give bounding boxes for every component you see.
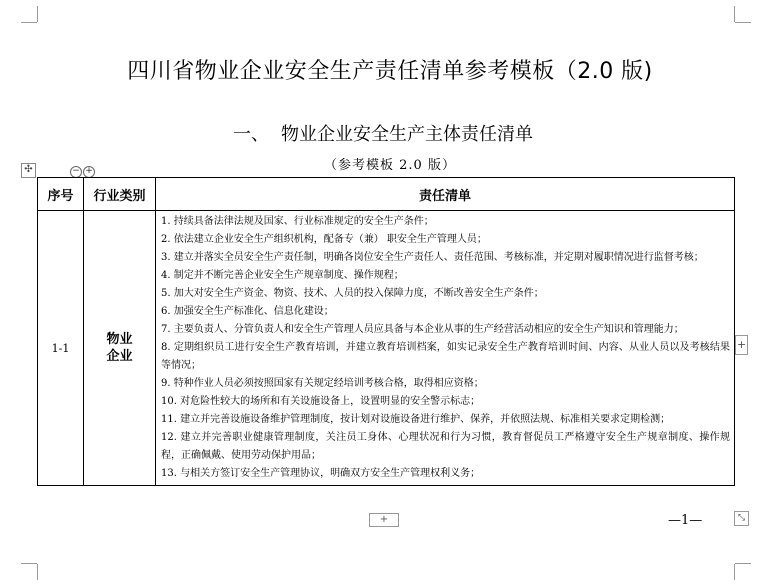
crop-mark-top-right-v (734, 6, 735, 22)
table-row (38, 211, 735, 486)
duty-item: 2. 依法建立企业安全生产组织机构，配备专（兼） 职安全生产管理人员； (161, 234, 487, 245)
crop-mark-bottom-right-v (734, 564, 735, 580)
document-subtitle: （参考模板 2.0 版） (324, 158, 456, 173)
table-move-handle-icon[interactable]: ✣ (21, 163, 36, 178)
duty-item: 5. 加大对安全生产资金、物资、技术、人员的投入保障力度，不断改善安全生产条件； (161, 288, 544, 299)
table-header-row (38, 178, 735, 211)
duty-item: 4. 制定并不断完善企业安全生产规章制度、操作规程； (161, 270, 404, 281)
duty-item: 12. 建立并完善职业健康管理制度，关注员工身体、心理状况和行为习惯，教育督促员工严格遵守安全生产规章制度、操作规程，正确佩戴、使用劳动保护用品； (161, 432, 730, 461)
row-industry (84, 211, 156, 486)
section-heading (233, 120, 533, 146)
page-number: —1— (668, 513, 703, 528)
duty-item: 7. 主要负责人、分管负责人和安全生产管理人员应具备与本企业从事的生产经营活动相应的安全生产知识和管理能力； (161, 324, 684, 335)
table-add-row-icon[interactable]: + (369, 513, 399, 527)
duty-item: 8. 定期组织员工进行安全生产教育培训，并建立教育培训档案，如实记录安全生产教育培训时间、内容、从业人员以及考核结果等情况； (161, 342, 730, 371)
column-remove-icon[interactable]: − (70, 166, 82, 178)
duty-item: 11. 建立并完善设施设备维护管理制度，按计划对设施设备进行维护、保养，并依照法规、标准相关要求定期检测； (161, 414, 671, 425)
duty-item: 1. 持续具备法律法规及国家、行业标准规定的安全生产条件； (161, 216, 434, 227)
crop-mark-bottom-left-h (21, 563, 37, 564)
crop-mark-top-right-h (735, 22, 751, 23)
table-resize-icon[interactable]: ⤡ (734, 511, 749, 526)
column-add-icon[interactable]: + (83, 166, 95, 178)
industry-line-1: 物业 (106, 332, 133, 347)
industry-line-2: 企业 (106, 349, 133, 364)
crop-mark-bottom-left-v (37, 564, 38, 580)
header-seq: 序号 (38, 178, 84, 211)
responsibility-table (37, 177, 735, 486)
duty-item: 9. 特种作业人员必须按照国家有关规定经培训考核合格，取得相应资格； (161, 378, 484, 389)
section-title: 物业企业安全生产主体责任清单 (281, 124, 533, 145)
table-add-column-right-icon[interactable]: + (735, 335, 748, 355)
header-duties: 责任清单 (156, 178, 735, 211)
header-industry: 行业类别 (84, 178, 156, 211)
section-number: 一、 (233, 124, 269, 145)
document-title: 四川省物业企业安全生产责任清单参考模板（2.0 版) (127, 59, 653, 84)
crop-mark-bottom-right-h (735, 563, 751, 564)
duty-item: 6. 加强安全生产标准化、信息化建设； (161, 306, 334, 317)
crop-mark-top-left-v (37, 6, 38, 22)
crop-mark-top-left-h (21, 22, 37, 23)
duty-item: 3. 建立并落实全员安全生产责任制，明确各岗位安全生产责任人、责任范围、考核标准，并定期对履职情况进行监督考核； (161, 252, 704, 263)
duty-list (156, 211, 735, 486)
row-seq: 1-1 (38, 211, 84, 486)
duty-item: 10. 对危险性较大的场所和有关设施设备上，设置明显的安全警示标志； (161, 396, 481, 407)
duty-item: 13. 与相关方签订安全生产管理协议，明确双方安全生产管理权利义务； (161, 468, 481, 479)
